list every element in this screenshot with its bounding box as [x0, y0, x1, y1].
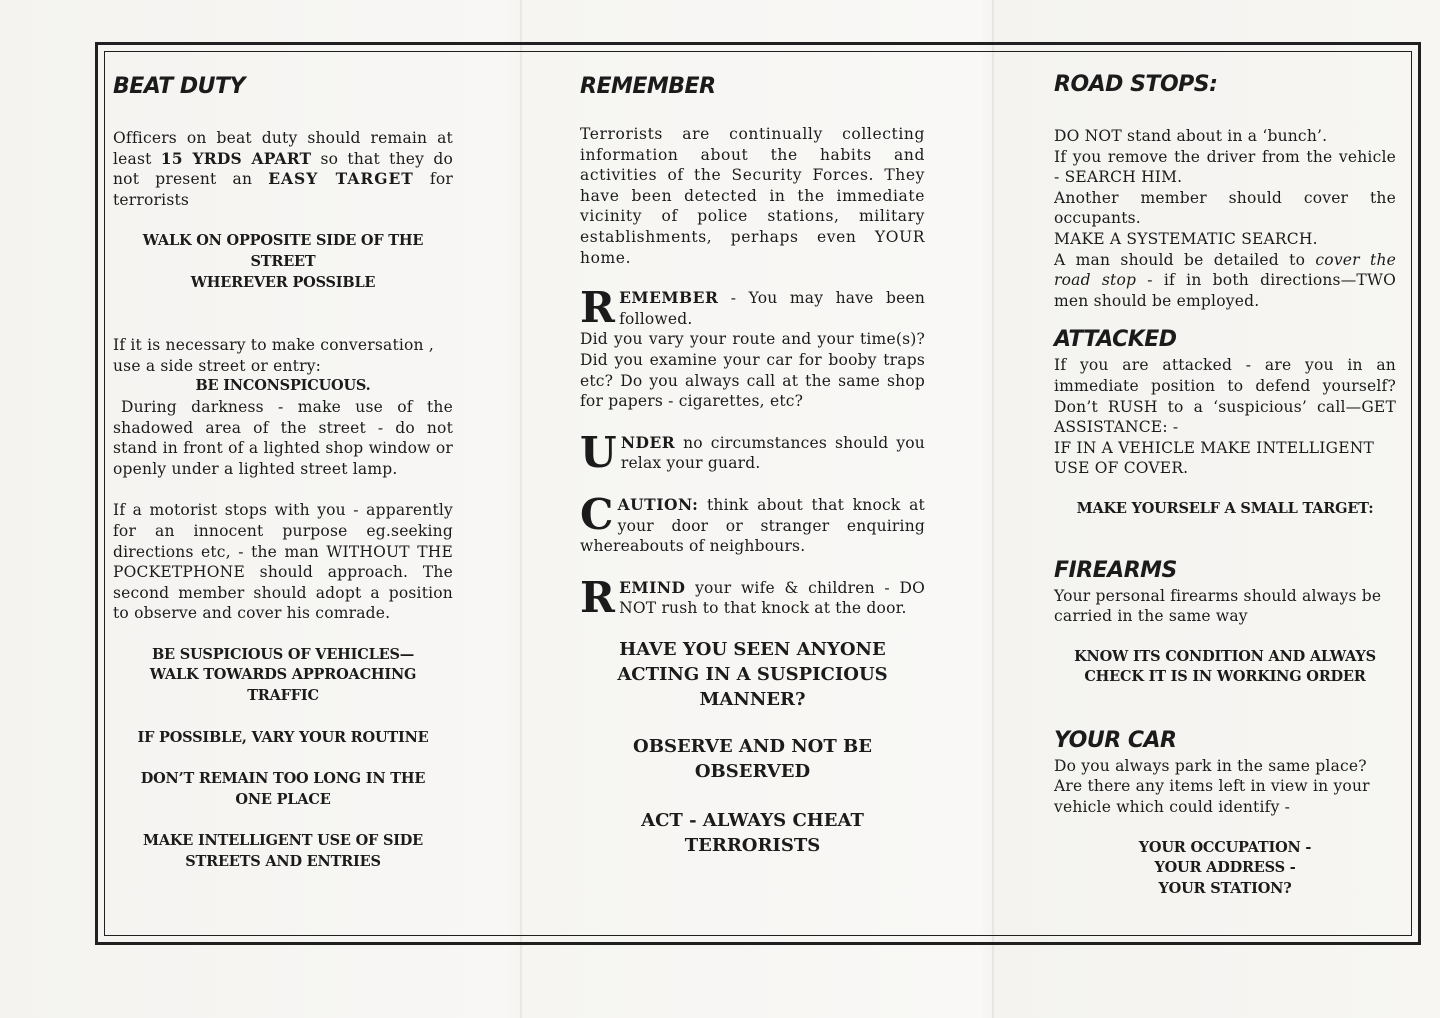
your-car-heading: YOUR CAR — [1054, 727, 1177, 753]
act-cheat-terrorists: ACT - ALWAYS CHEAT TERRORISTS — [641, 809, 864, 856]
beat-duty-column — [113, 70, 453, 873]
conversation-text: If it is necessary to make conversation , use a side street or entry: — [113, 336, 434, 375]
be-inconspicuous: BE INCONSPICUOUS. — [195, 377, 371, 395]
vehicle-cover-text: IF IN A VEHICLE MAKE INTELLIGENT USE OF COVER. — [1054, 438, 1375, 478]
beat-duty-intro: Officers on beat duty should remain at least 15 YRDS APART so that they do not present an EASY TARGET for terrorists — [113, 129, 453, 209]
dropcap-r2: R — [580, 572, 616, 622]
walk-opposite-side: WALK ON OPPOSITE SIDE OF THE STREET WHEREVER POSSIBLE — [142, 232, 424, 291]
caution-block: CAUTION: think about that knock at your door or stranger enquiring whereabouts of neighbours. — [580, 489, 925, 556]
remind-block: REMIND your wife & children - DO NOT rush to that knock at the door. — [580, 572, 925, 622]
small-target: MAKE YOURSELF A SMALL TARGET: — [1076, 499, 1374, 517]
suspicious-vehicles: BE SUSPICIOUS OF VEHICLES— WALK TOWARDS APPROACHING TRAFFIC — [149, 645, 417, 705]
road-stops-text: DO NOT stand about in a ‘bunch’. If you remove the driver from the vehicle - SEARCH HIM. Another member should cover the occupants. MAKE A SYSTEMATIC SEARCH. A man should be detailed to cover the road stop - if in both directions—TWO men should be employed. — [1054, 127, 1396, 310]
intelligent-use: MAKE INTELLIGENT USE OF SIDE STREETS AND ENTRIES — [142, 832, 424, 871]
motorist-text: If a motorist stops with you - apparently for an innocent purpose eg.seeking directions etc, - the man WITHOUT THE POCKETPHONE should approach. The second member should adopt a position to observe and cover his comrade. — [113, 501, 453, 623]
under-block: UNDER no circumstances should you relax your guard. — [580, 427, 925, 477]
your-car-text: Do you always park in the same place? Are there any items left in view in your vehicle which could identify - — [1054, 756, 1370, 817]
road-stops-heading: ROAD STOPS: — [1054, 72, 1218, 97]
remember-column — [580, 70, 925, 858]
firearms-heading: FIREARMS — [1054, 557, 1177, 583]
identify-list: YOUR OCCUPATION - YOUR ADDRESS - YOUR STATION? — [1138, 838, 1312, 897]
dropcap-r: R — [580, 283, 616, 333]
darkness-text: During darkness - make use of the shadowed area of the street - do not stand in front of a lighted shop window or openly under a lighted street lamp. — [113, 397, 453, 478]
firearms-text: Your personal firearms should always be carried in the same way — [1054, 586, 1382, 626]
remember-followed-block: REMEMBER - You may have been followed. — [580, 283, 925, 333]
attacked-text: If you are attacked - are you in an immediate position to defend yourself? Don’t RUSH to a ‘suspicious’ call—GET ASSISTANCE: - — [1054, 356, 1396, 437]
vary-routine: IF POSSIBLE, VARY YOUR ROUTINE — [137, 728, 429, 746]
dropcap-c: C — [580, 489, 614, 539]
road-stops-column — [1054, 70, 1396, 899]
remember-intro: Terrorists are continually collecting information about the habits and activities of the Security Forces. They have been detected in the immediate vicinity of police stations, military establishments, perhaps even YOUR home. — [580, 125, 925, 267]
beat-duty-heading: BEAT DUTY — [113, 74, 245, 99]
remember-heading: REMEMBER — [580, 74, 716, 99]
dropcap-u: U — [580, 427, 617, 477]
observe-not-observed: OBSERVE AND NOT BE OBSERVED — [633, 735, 872, 782]
have-you-seen: HAVE YOU SEEN ANYONE ACTING IN A SUSPICIOUS MANNER? — [617, 638, 888, 710]
attacked-heading: ATTACKED — [1054, 327, 1177, 353]
route-questions: Did you vary your route and your time(s)? Did you examine your car for booby traps etc? Do you always call at the same shop for papers - cigarettes, etc? — [580, 330, 925, 411]
know-condition: KNOW ITS CONDITION AND ALWAYS CHECK IT IS IN WORKING ORDER — [1074, 647, 1376, 686]
dont-remain: DON’T REMAIN TOO LONG IN THE ONE PLACE — [140, 770, 426, 808]
